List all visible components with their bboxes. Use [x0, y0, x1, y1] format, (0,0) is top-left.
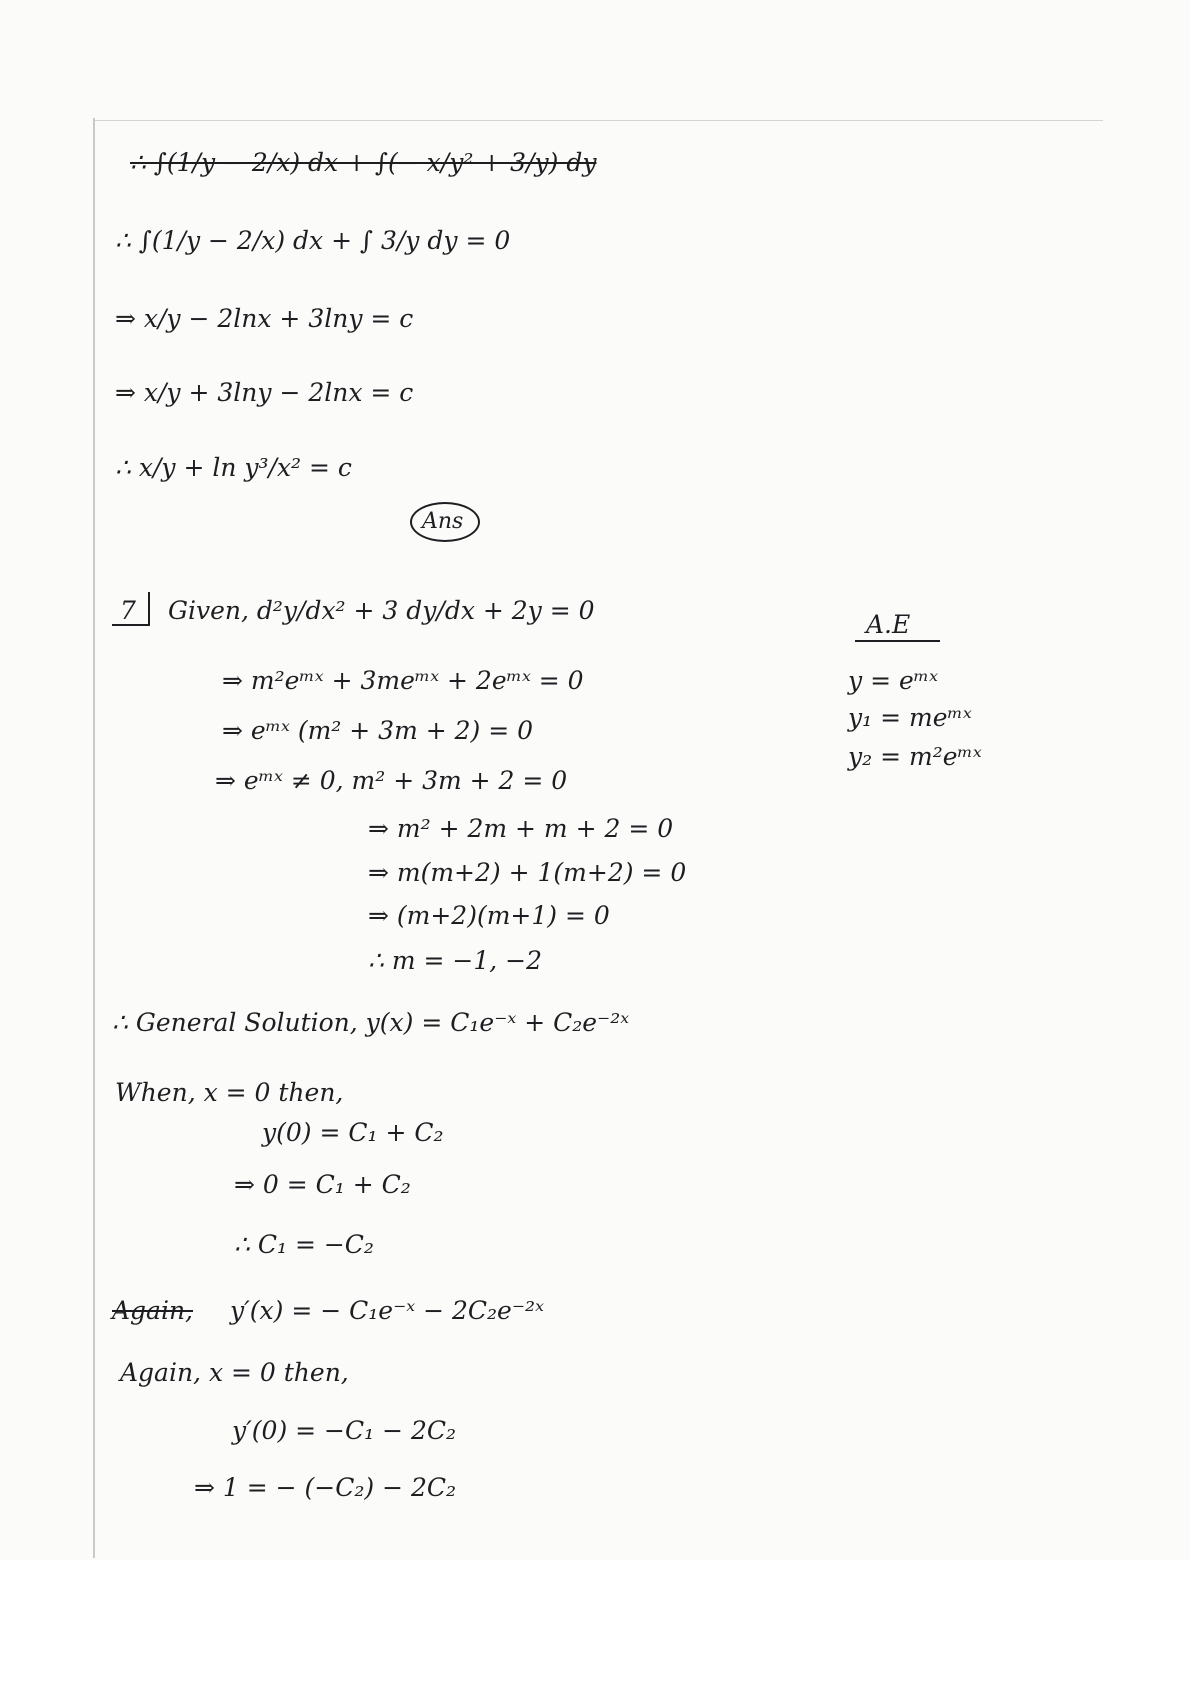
math-line: ∴ ∫(1/y − 2/x) dx + ∫ 3/y dy = 0 — [115, 226, 511, 255]
math-line: Again, x = 0 then, — [120, 1358, 349, 1387]
math-line: ⇒ (m+2)(m+1) = 0 — [368, 901, 610, 930]
math-line: ⇒ 0 = C₁ + C₂ — [234, 1170, 411, 1199]
math-line: ⇒ eᵐˣ ≠ 0, m² + 3m + 2 = 0 — [215, 766, 568, 795]
side-note-line: y₂ = m²eᵐˣ — [848, 742, 982, 771]
math-line: ⇒ m²eᵐˣ + 3meᵐˣ + 2eᵐˣ = 0 — [222, 666, 584, 695]
math-line: ∴ x/y + ln y³/x² = c — [115, 453, 352, 482]
math-line: Given, d²y/dx² + 3 dy/dx + 2y = 0 — [168, 596, 595, 625]
math-line: ⇒ eᵐˣ (m² + 3m + 2) = 0 — [222, 716, 534, 745]
math-line: y(0) = C₁ + C₂ — [262, 1118, 444, 1147]
math-line: ⇒ x/y + 3lny − 2lnx = c — [115, 378, 414, 407]
side-note-line: y₁ = meᵐˣ — [848, 703, 972, 732]
math-line: ⇒ m(m+2) + 1(m+2) = 0 — [368, 858, 687, 887]
struck-out-word: Again, — [112, 1296, 194, 1325]
math-line: ⇒ x/y − 2lnx + 3lny = c — [115, 304, 414, 333]
math-line: ∴ m = −1, −2 — [368, 946, 542, 975]
math-line: ⇒ 1 = − (−C₂) − 2C₂ — [194, 1473, 457, 1502]
math-line: ⇒ m² + 2m + m + 2 = 0 — [368, 814, 674, 843]
side-note-title: A.E — [866, 610, 911, 639]
side-note-underline — [855, 640, 940, 642]
page-margin-rule — [93, 118, 95, 1558]
page-top-rule — [93, 120, 1103, 121]
answer-label: Ans — [422, 509, 464, 534]
math-line: y′(x) = − C₁e⁻ˣ − 2C₂e⁻²ˣ — [230, 1296, 544, 1325]
math-line: ∴ C₁ = −C₂ — [234, 1230, 374, 1259]
math-line: y′(0) = −C₁ − 2C₂ — [232, 1416, 457, 1445]
struck-out-line: ∴ ∫(1/y − 2/x) dx + ∫(− x/y² + 3/y) dy — [130, 148, 597, 177]
math-line: ∴ General Solution, y(x) = C₁e⁻ˣ + C₂e⁻²ˣ — [112, 1008, 630, 1037]
question-number: 7 — [120, 596, 136, 625]
side-note-line: y = eᵐˣ — [848, 666, 938, 695]
math-line: When, x = 0 then, — [115, 1078, 344, 1107]
